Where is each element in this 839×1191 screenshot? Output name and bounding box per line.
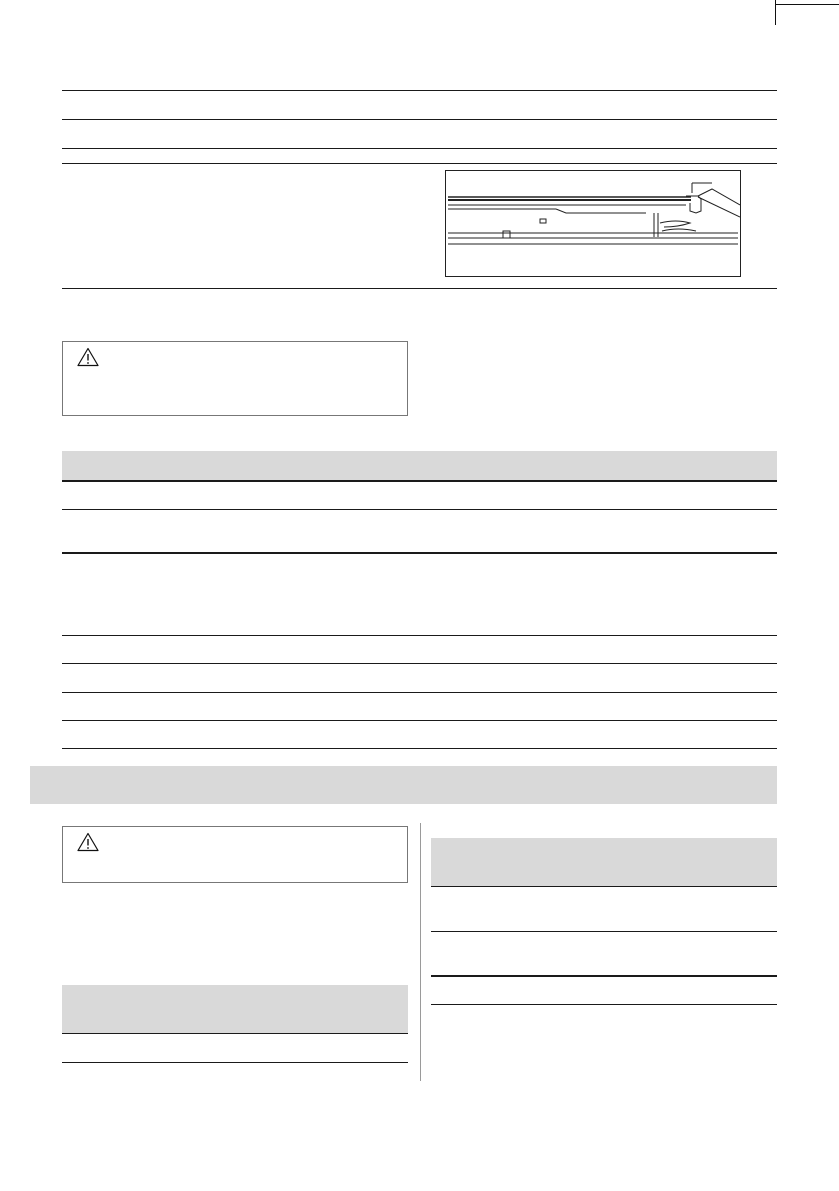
column-divider: [420, 823, 421, 1081]
table-rule: [62, 90, 777, 91]
section-heading-band: [30, 766, 777, 804]
table-rule: [62, 663, 777, 664]
warning-triangle-icon: [77, 832, 99, 852]
warning-triangle-icon: [77, 347, 99, 367]
warning-box: [62, 826, 408, 883]
table-rule: [62, 552, 777, 554]
table-header-rule: [62, 480, 777, 482]
table-rule: [62, 748, 777, 749]
table-header-band: [62, 985, 408, 1033]
table-rule: [62, 119, 777, 120]
table-header-rule: [62, 1033, 408, 1034]
table-rule: [62, 148, 777, 149]
table-rule: [62, 635, 777, 636]
table-header-rule: [431, 886, 777, 887]
table-rule: [62, 1062, 408, 1063]
table-header-band: [62, 451, 777, 481]
table-rule: [62, 509, 777, 510]
table-rule: [431, 1004, 777, 1005]
shelf-rail-drawing: [446, 171, 740, 276]
table-rule: [62, 288, 777, 289]
crop-mark-vertical: [775, 0, 776, 25]
table-rule: [62, 720, 777, 721]
table-header-band: [431, 838, 777, 886]
table-rule: [431, 931, 777, 932]
table-rule: [62, 163, 777, 164]
crop-mark-horizontal: [775, 4, 839, 5]
table-rule: [62, 692, 777, 693]
shelf-rail-illustration: [445, 170, 741, 277]
table-rule: [431, 975, 777, 977]
warning-box: [62, 341, 408, 416]
